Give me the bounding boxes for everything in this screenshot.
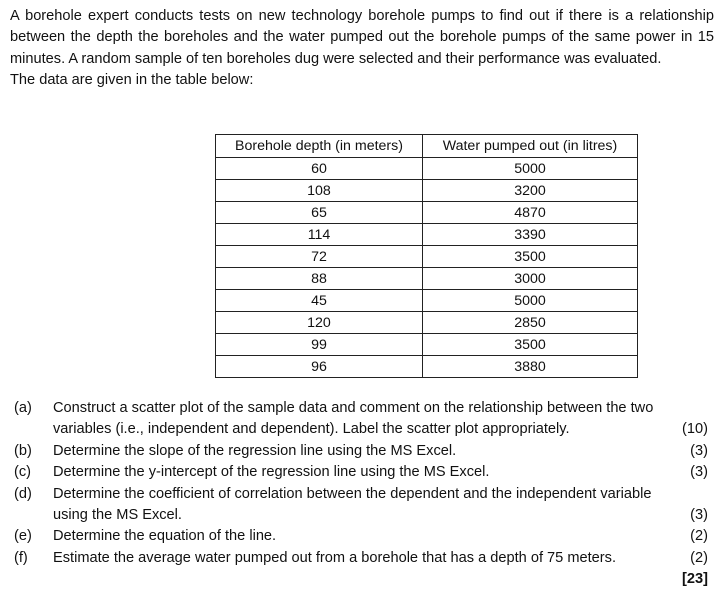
water-cell: 5000	[423, 158, 638, 180]
question-text: Construct a scatter plot of the sample data and comment on the relationship between the two	[53, 400, 654, 416]
question-label: (d)	[14, 485, 32, 502]
questions-list	[14, 398, 708, 591]
water-cell: 3200	[423, 180, 638, 202]
question-text: Determine the coefficient of correlation between the dependent and the independent variable	[53, 485, 652, 502]
question-marks: (10)	[682, 421, 708, 438]
depth-cell: 96	[216, 356, 423, 378]
question-c	[14, 462, 708, 483]
question-text: Determine the y-intercept of the regression line using the MS Excel.	[53, 464, 490, 481]
question-d	[14, 484, 708, 527]
table-row	[216, 202, 638, 224]
intro-paragraph: A borehole expert conducts tests on new technology borehole pumps to find out if there is a relationship between the depth the boreholes and the water pumped out the borehole pumps of the same power in 15 minutes. A random sample of ten boreholes dug were selected and their performance was evaluated.	[10, 8, 714, 67]
depth-cell: 114	[216, 224, 423, 246]
table-row	[216, 246, 638, 268]
depth-cell: 72	[216, 246, 423, 268]
table-row	[216, 180, 638, 202]
question-e	[14, 526, 708, 547]
question-marks: (2)	[690, 528, 708, 545]
table-row	[216, 224, 638, 246]
depth-cell: 108	[216, 180, 423, 202]
table-row	[216, 268, 638, 290]
question-marks: (3)	[690, 464, 708, 481]
question-a	[14, 398, 708, 441]
total-marks: [23]	[682, 571, 708, 588]
question-marks: (3)	[690, 442, 708, 459]
table-row	[216, 356, 638, 378]
question-text: using the MS Excel.	[53, 507, 182, 524]
table-intro: The data are given in the table below:	[10, 72, 254, 89]
depth-cell: 88	[216, 268, 423, 290]
question-text: Determine the slope of the regression line using the MS Excel.	[53, 442, 457, 459]
table-row	[216, 158, 638, 180]
question-label: (c)	[14, 464, 32, 481]
water-cell: 3500	[423, 334, 638, 356]
question-b	[14, 441, 708, 462]
table-header-row	[216, 135, 638, 158]
table-row	[216, 334, 638, 356]
question-text: variables (i.e., independent and dependent). Label the scatter plot appropriately.	[53, 421, 570, 438]
depth-column-header: Borehole depth (in meters)	[216, 135, 423, 158]
table-row	[216, 312, 638, 334]
depth-cell: 120	[216, 312, 423, 334]
question-marks: (3)	[690, 507, 708, 524]
question-label: (e)	[14, 528, 32, 545]
question-label: (a)	[14, 400, 32, 416]
table-row	[216, 290, 638, 312]
water-cell: 3880	[423, 356, 638, 378]
question-marks: (2)	[690, 549, 708, 566]
depth-cell: 45	[216, 290, 423, 312]
water-cell: 2850	[423, 312, 638, 334]
question-label: (b)	[14, 442, 32, 459]
question-text: Determine the equation of the line.	[53, 528, 277, 545]
question-f	[14, 548, 708, 569]
water-column-header: Water pumped out (in litres)	[423, 135, 638, 158]
water-cell: 3390	[423, 224, 638, 246]
depth-cell: 99	[216, 334, 423, 356]
borehole-data-table	[215, 134, 638, 378]
depth-cell: 65	[216, 202, 423, 224]
water-cell: 3500	[423, 246, 638, 268]
depth-cell: 60	[216, 158, 423, 180]
water-cell: 3000	[423, 268, 638, 290]
question-label: (f)	[14, 549, 28, 566]
water-cell: 4870	[423, 202, 638, 224]
water-cell: 5000	[423, 290, 638, 312]
question-text: Estimate the average water pumped out from a borehole that has a depth of 75 meters.	[53, 549, 616, 566]
intro-section	[10, 6, 714, 92]
